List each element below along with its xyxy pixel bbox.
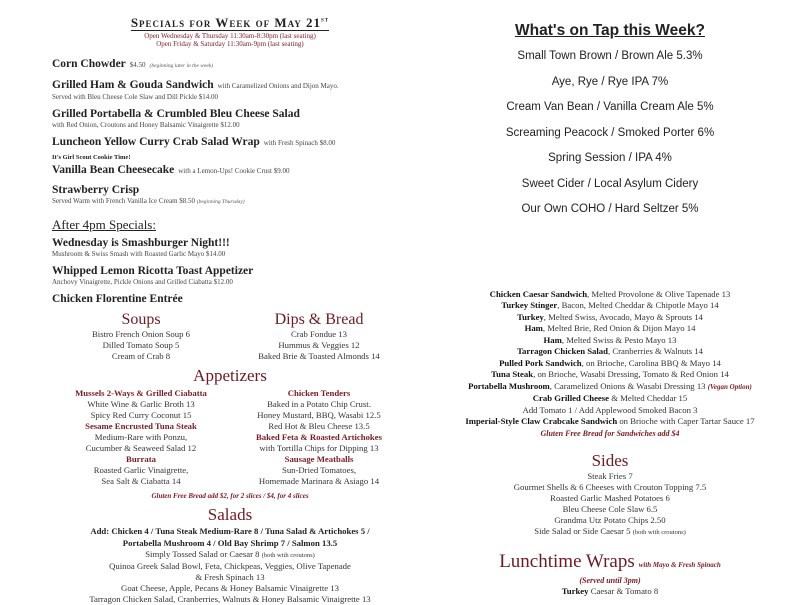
item-desc: Add Tomato 1 / Add Applewood Smoked Bacon 3	[522, 404, 698, 415]
item-name: Turkey	[561, 585, 589, 596]
sides-item-text: Roasted Garlic Mashed Potatoes 6	[550, 492, 670, 503]
salads-item-text: & Fresh Spinach 13	[195, 572, 265, 582]
sides-item	[440, 493, 780, 504]
hours-line: Open Friday & Saturday 11:30am-9pm (last seating)	[156, 40, 304, 48]
appetizer-detail: Medium-Rare with Ponzu,	[94, 432, 188, 442]
item-note: (Vegan Option)	[707, 382, 752, 391]
wraps-heading: Lunchtime Wraps	[499, 550, 635, 572]
special-sub-text: with Red Onion, Croutons and Honey Balsamic Vinaigrette $12.00	[52, 121, 240, 129]
sides-item	[440, 482, 780, 493]
item-desc: , Melted Provolone & Olive Tapenade 13	[587, 288, 731, 299]
special-sub-text: Served with Bleu Cheese Cole Slaw and Dill Pickle $14.00	[52, 93, 219, 101]
special-note: (beginning later in the week)	[149, 63, 214, 69]
special-item	[52, 134, 408, 150]
special-sub-text: Anchovy Vinaigrette, Pickle Onions and Grilled Ciabatta $12.00	[52, 278, 233, 286]
special-item	[52, 77, 408, 102]
appetizer-detail: White Wine & Garlic Broth 13	[87, 399, 195, 409]
special-name: Whipped Lemon Ricotta Toast Appetizer	[52, 265, 254, 277]
special-name: Corn Chowder	[52, 58, 126, 70]
item-name: Turkey Stinger	[501, 300, 558, 310]
sandwiches-item	[440, 300, 780, 312]
special-item	[52, 291, 408, 306]
special-line	[52, 263, 408, 278]
hours-line: Open Wednesday & Thursday 11:30am-8:30pm (last seating)	[144, 32, 316, 40]
beer-item: Small Town Brown / Brown Ale 5.3%	[517, 50, 703, 62]
salad-add-ons	[52, 525, 408, 549]
appetizers-left	[52, 388, 230, 487]
item-name: Crab Grilled Cheese	[532, 393, 610, 403]
appetizer-name: Mussels 2-Ways & Grilled Ciabatta	[75, 388, 207, 398]
appetizers-right	[230, 388, 408, 487]
special-sub	[52, 197, 408, 207]
sides-list	[440, 471, 780, 538]
appetizer-name: Chicken Tenders	[287, 388, 351, 398]
special-name: Strawberry Crisp	[52, 184, 140, 196]
item-desc: , on Brioche, Carolina BBQ & Mayo 14	[581, 357, 721, 368]
special-sub	[52, 121, 408, 130]
title-text: Specials for Week of May 21	[130, 15, 322, 30]
item-name: Tuna Steak	[491, 369, 534, 379]
sides-item	[440, 515, 780, 526]
appetizer-detail: Homemade Marinara & Asiago 14	[258, 476, 380, 486]
item-desc: , Bacon, Melted Cheddar & Chipotle Mayo 14	[557, 300, 719, 310]
special-kicker: It's Girl Scout Cookie Time!	[52, 154, 131, 161]
wraps-note: with Mayo & Fresh Spinach	[638, 560, 721, 569]
dips-heading: Dips & Bread	[274, 311, 364, 328]
tap-list	[440, 22, 780, 223]
salads-item	[52, 572, 408, 583]
special-sub	[52, 250, 408, 259]
wraps-item	[440, 586, 780, 598]
salads-item	[52, 583, 408, 594]
appetizer-detail: Spicy Red Curry Coconut 15	[90, 410, 192, 420]
beer-item: Sweet Cider / Local Asylum Cidery	[521, 177, 699, 190]
item-desc: on Brioche with Caper Tartar Sauce 17	[617, 416, 755, 426]
special-name: Luncheon Yellow Curry Crab Salad Wrap	[52, 136, 260, 148]
appetizer-detail: Sun-Dried Tomatoes,	[281, 465, 357, 475]
sides-heading: Sides	[591, 450, 629, 470]
specials-title	[52, 15, 408, 30]
sandwiches-item	[440, 335, 780, 347]
special-name: Wednesday is Smashburger Night!!!	[52, 237, 230, 249]
sides-item	[440, 526, 780, 538]
sandwiches-item	[440, 405, 780, 417]
special-desc: with Fresh Spinach $8.00	[263, 139, 336, 147]
sides-item	[440, 471, 780, 482]
salads-list	[52, 549, 408, 605]
appetizer-detail: with Tortilla Chips for Dipping 13	[259, 443, 379, 453]
tap-heading: What's on Tap this Week?	[515, 22, 705, 39]
beer-item: Aye, Rye / Rye IPA 7%	[551, 75, 669, 88]
wraps-served: (Served until 3pm)	[579, 575, 641, 585]
sides-item-text: Steak Fries 7	[587, 470, 633, 481]
special-desc: $4.50	[129, 61, 146, 69]
beer-item: Screaming Peacock / Smoked Porter 6%	[505, 126, 715, 139]
appetizer-detail: Baked in a Potato Chip Crust.	[267, 399, 371, 409]
soups-item: Cream of Crab 8	[111, 351, 171, 361]
appetizer-detail: Roasted Garlic Vinaigrette,	[93, 465, 189, 475]
sandwiches-item	[440, 312, 780, 324]
dips-item: Baked Brie & Toasted Almonds 14	[258, 351, 380, 361]
sandwich-gluten-note: Gluten Free Bread for Sandwiches add $4	[540, 428, 680, 438]
item-name: Chicken Caesar Sandwich	[489, 288, 588, 299]
appetizer-name: Sausage Meatballs	[284, 454, 354, 464]
item-desc: , on Brioche, Wasabi Dressing, Tomato & Red Onion 14	[533, 369, 729, 379]
special-line	[52, 56, 408, 73]
sandwiches-item	[440, 369, 780, 381]
special-line	[52, 182, 408, 197]
special-item	[52, 235, 408, 259]
soups-item: Bistro French Onion Soup 6	[92, 329, 190, 339]
appetizer-detail: Sea Salt & Ciabatta 14	[101, 476, 181, 486]
special-item	[52, 56, 408, 73]
beer-item: Cream Van Bean / Vanilla Cream Ale 5%	[506, 101, 714, 113]
special-line	[52, 134, 408, 150]
add-line: Add: Chicken 4 / Tuna Steak Medium-Rare 8 / Tuna Salad & Artichokes 5 /	[90, 526, 370, 536]
salads-item-text: Tarragon Chicken Salad, Cranberries, Walnuts & Honey Balsamic Vinaigrette 13	[89, 594, 371, 604]
dips-section	[230, 311, 408, 362]
appetizer-detail: Red Hot & Bleu Cheese 13.5	[268, 421, 370, 431]
dips-item: Hummus & Veggies 12	[278, 340, 360, 350]
beer-list	[440, 44, 780, 223]
sandwiches-item	[440, 416, 780, 428]
appetizer-name: Sesame Encrusted Tuna Steak	[85, 421, 197, 431]
special-line	[52, 162, 408, 178]
salads-item-text: Goat Cheese, Apple, Pecans & Honey Balsamic Vinaigrette 13	[121, 583, 339, 593]
appetizer-name: Baked Feta & Roasted Artichokes	[256, 432, 382, 442]
item-name: Ham	[543, 334, 562, 345]
special-name: Chicken Florentine Entrée	[52, 293, 183, 305]
special-name: Vanilla Bean Cheesecake	[52, 164, 175, 176]
special-note: (beginning Thursday)	[196, 199, 245, 205]
special-sub	[52, 93, 408, 102]
salads-heading: Salads	[207, 505, 253, 524]
salads-item-text: Simply Tossed Salad or Caesar 8	[145, 549, 260, 559]
item-name: Pulled Pork Sandwich	[499, 357, 582, 368]
sides-item-text: Bleu Cheese Cole Slaw 6.5	[562, 503, 658, 514]
special-item	[52, 106, 408, 130]
specials-list	[52, 56, 408, 211]
sandwiches-item	[440, 323, 780, 335]
special-sub-text: Mushroom & Swiss Smash with Roasted Garlic Mayo $14.00	[52, 250, 226, 258]
appetizers-heading: Appetizers	[193, 366, 267, 385]
sandwiches-item	[440, 358, 780, 370]
item-name: Tarragon Chicken Salad	[517, 346, 608, 356]
appetizers-row	[52, 388, 408, 487]
soups-dips-row	[52, 311, 408, 362]
sandwiches-item	[440, 346, 780, 358]
sides-section	[440, 451, 780, 538]
gluten-free-note: Gluten Free Bread add $2, for 2 slices / $4, for 4 slices	[151, 492, 309, 500]
special-item	[52, 154, 408, 178]
item-desc: , Cranberries & Walnuts 14	[607, 346, 703, 356]
item-desc: , Melted Brie, Red Onion & Dijon Mayo 14	[542, 323, 696, 333]
wraps-section	[440, 552, 780, 598]
special-name: Grilled Portabella & Crumbled Bleu Cheese Salad	[52, 108, 300, 120]
special-name: Grilled Ham & Gouda Sandwich	[52, 79, 214, 91]
sandwiches-item	[440, 393, 780, 405]
left-column	[52, 15, 408, 605]
sides-item-note: (both with croutons)	[632, 528, 686, 536]
dips-item: Crab Fondue 13	[291, 329, 347, 339]
opening-hours	[52, 32, 408, 48]
special-line	[52, 106, 408, 121]
special-desc: with a Lemon-Ups! Cookie Crust $9.00	[178, 167, 290, 175]
wraps-list	[440, 586, 780, 598]
special-item	[52, 182, 408, 207]
special-sub	[52, 278, 408, 287]
special-sub-text: Served Warm with French Vanilla Ice Cream $8.50	[52, 197, 196, 205]
dips-list	[230, 329, 408, 362]
beer-item: Our Own COHO / Hard Seltzer 5%	[521, 203, 699, 215]
item-desc: , Caramelized Onions & Wasabi Dressing 13	[549, 380, 708, 391]
title-superscript: st	[321, 15, 330, 24]
salads-item-text: Quinoa Greek Salad Bowl, Feta, Chickpeas, Veggies, Olive Tapenade	[109, 561, 351, 571]
sandwiches-item	[440, 289, 780, 301]
special-line	[52, 77, 408, 93]
salads-item	[52, 549, 408, 561]
add-line: Portabella Mushroom 4 / Old Bay Shrimp 7 / Salmon 13.5	[122, 538, 338, 548]
sides-item	[440, 504, 780, 515]
sides-item-text: Side Salad or Side Caesar 5	[534, 525, 631, 536]
salads-item	[52, 561, 408, 572]
special-item	[52, 263, 408, 287]
sandwiches-list	[440, 289, 780, 428]
sides-item-text: Gourmet Shells & 6 Cheeses with Crouton Topping 7.5	[513, 481, 707, 492]
special-line	[52, 235, 408, 250]
sandwiches-item	[440, 381, 780, 394]
item-desc: Caesar & Tomato 8	[588, 585, 659, 596]
soups-item: Dilled Tomato Soup 5	[102, 340, 180, 350]
item-name: Portabella Mushroom	[468, 380, 550, 391]
special-desc: with Caramelized Onions and Dijon Mayo.	[217, 82, 339, 90]
soups-list	[52, 329, 230, 362]
special-line	[52, 291, 408, 306]
appetizer-name: Burrata	[126, 454, 156, 464]
after-4pm-list	[52, 235, 408, 310]
sides-item-text: Grandma Utz Potato Chips 2.50	[554, 514, 666, 525]
soups-heading: Soups	[121, 311, 161, 328]
item-name: Imperial-Style Claw Crabcake Sandwich	[465, 416, 618, 426]
item-desc: , Melted Swiss & Pesto Mayo 13	[561, 334, 677, 345]
item-desc: & Melted Cheddar 15	[609, 393, 688, 403]
item-name: Turkey	[517, 311, 544, 322]
salads-item-note: (both with croutons)	[261, 552, 315, 559]
item-desc: , Melted Swiss, Avocado, Mayo & Sprouts 14	[543, 311, 703, 322]
right-column	[440, 22, 780, 597]
item-name: Ham	[524, 323, 543, 333]
beer-item: Spring Session / IPA 4%	[548, 152, 672, 164]
appetizer-detail: Cucumber & Seaweed Salad 12	[85, 443, 197, 453]
soups-section	[52, 311, 230, 362]
appetizer-detail: Honey Mustard, BBQ, Wasabi 12.5	[257, 410, 381, 420]
after-4pm-heading: After 4pm Specials:	[52, 217, 156, 232]
